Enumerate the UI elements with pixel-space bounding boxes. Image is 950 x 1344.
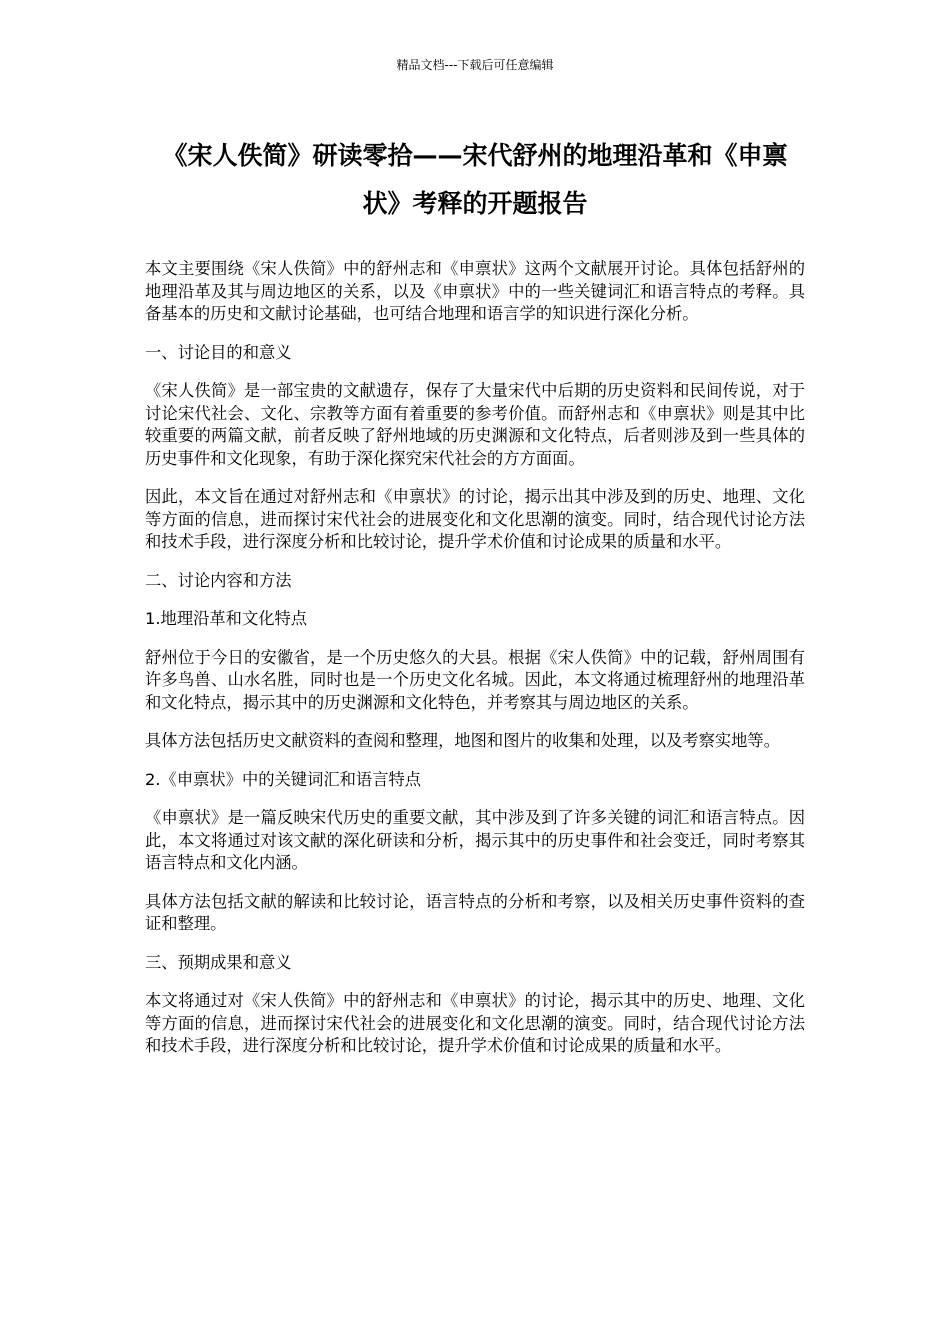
header-note: 精品文档---下载后可任意编辑	[396, 58, 554, 72]
body-paragraph: 因此，本文旨在通过对舒州志和《申禀状》的讨论，揭示出其中涉及到的历史、地理、文化等方面的信息，进而探讨宋代社会的进展变化和文化思潮的演变。同时，结合现代讨论方法和技术手段，进行深度分析和比较讨论，提升学术价值和讨论成果的质量和水平。	[145, 487, 805, 551]
intro-paragraph: 本文主要围绕《宋人佚简》中的舒州志和《申禀状》这两个文献展开讨论。具体包括舒州的地理沿革及其与周边地区的关系，以及《申禀状》中的一些关键词汇和语言特点的考释。具备基本的历史和文献讨论基础，也可结合地理和语言学的知识进行深化分析。	[145, 259, 805, 323]
section-heading: 一、讨论目的和意义	[145, 342, 292, 362]
body-paragraph: 本文将通过对《宋人佚简》中的舒州志和《申禀状》的讨论，揭示其中的历史、地理、文化等方面的信息，进而探讨宋代社会的进展变化和文化思潮的演变。同时，结合现代讨论方法和技术手段，进行深度分析和比较讨论，提升学术价值和讨论成果的质量和水平。	[145, 991, 805, 1055]
body-paragraph: 具体方法包括文献的解读和比较讨论，语言特点的分析和考察，以及相关历史事件资料的查证和整理。	[145, 891, 805, 933]
body-paragraph: 《宋人佚简》是一部宝贵的文献遗存，保存了大量宋代中后期的历史资料和民间传说，对于讨论宋代社会、文化、宗教等方面有着重要的参考价值。而舒州志和《申禀状》则是其中比较重要的两篇文献，前者反映了舒州地域的历史渊源和文化特点，后者则涉及到一些具体的历史事件和文化现象，有助于深化探究宋代社会的方方面面。	[145, 381, 805, 468]
section-heading: 二、讨论内容和方法	[145, 570, 292, 590]
subsection-heading: 1.地理沿革和文化特点	[145, 609, 308, 628]
document-body	[145, 258, 805, 1074]
subsection-heading: 2.《申禀状》中的关键词汇和语言特点	[145, 769, 422, 789]
body-paragraph: 舒州位于今日的安徽省，是一个历史悠久的大县。根据《宋人佚简》中的记载，舒州周围有许多鸟兽、山水名胜，同时也是一个历史文化名城。因此，本文将通过梳理舒州的地理沿革和文化特点，揭示其中的历史渊源和文化特色，并考察其与周边地区的关系。	[145, 647, 805, 712]
document-title: 《宋人佚简》研读零拾——宋代舒州的地理沿革和《申禀状》考释的开题报告	[162, 141, 788, 218]
body-paragraph: 具体方法包括历史文献资料的查阅和整理，地图和图片的收集和处理，以及考察实地等。	[145, 731, 780, 750]
body-paragraph: 《申禀状》是一篇反映宋代历史的重要文献，其中涉及到了许多关键的词汇和语言特点。因此，本文将通过对该文献的深化研读和分析，揭示其中的历史事件和社会变迁，同时考察其语言特点和文化内涵。	[145, 808, 805, 872]
section-heading: 三、预期成果和意义	[145, 952, 292, 972]
